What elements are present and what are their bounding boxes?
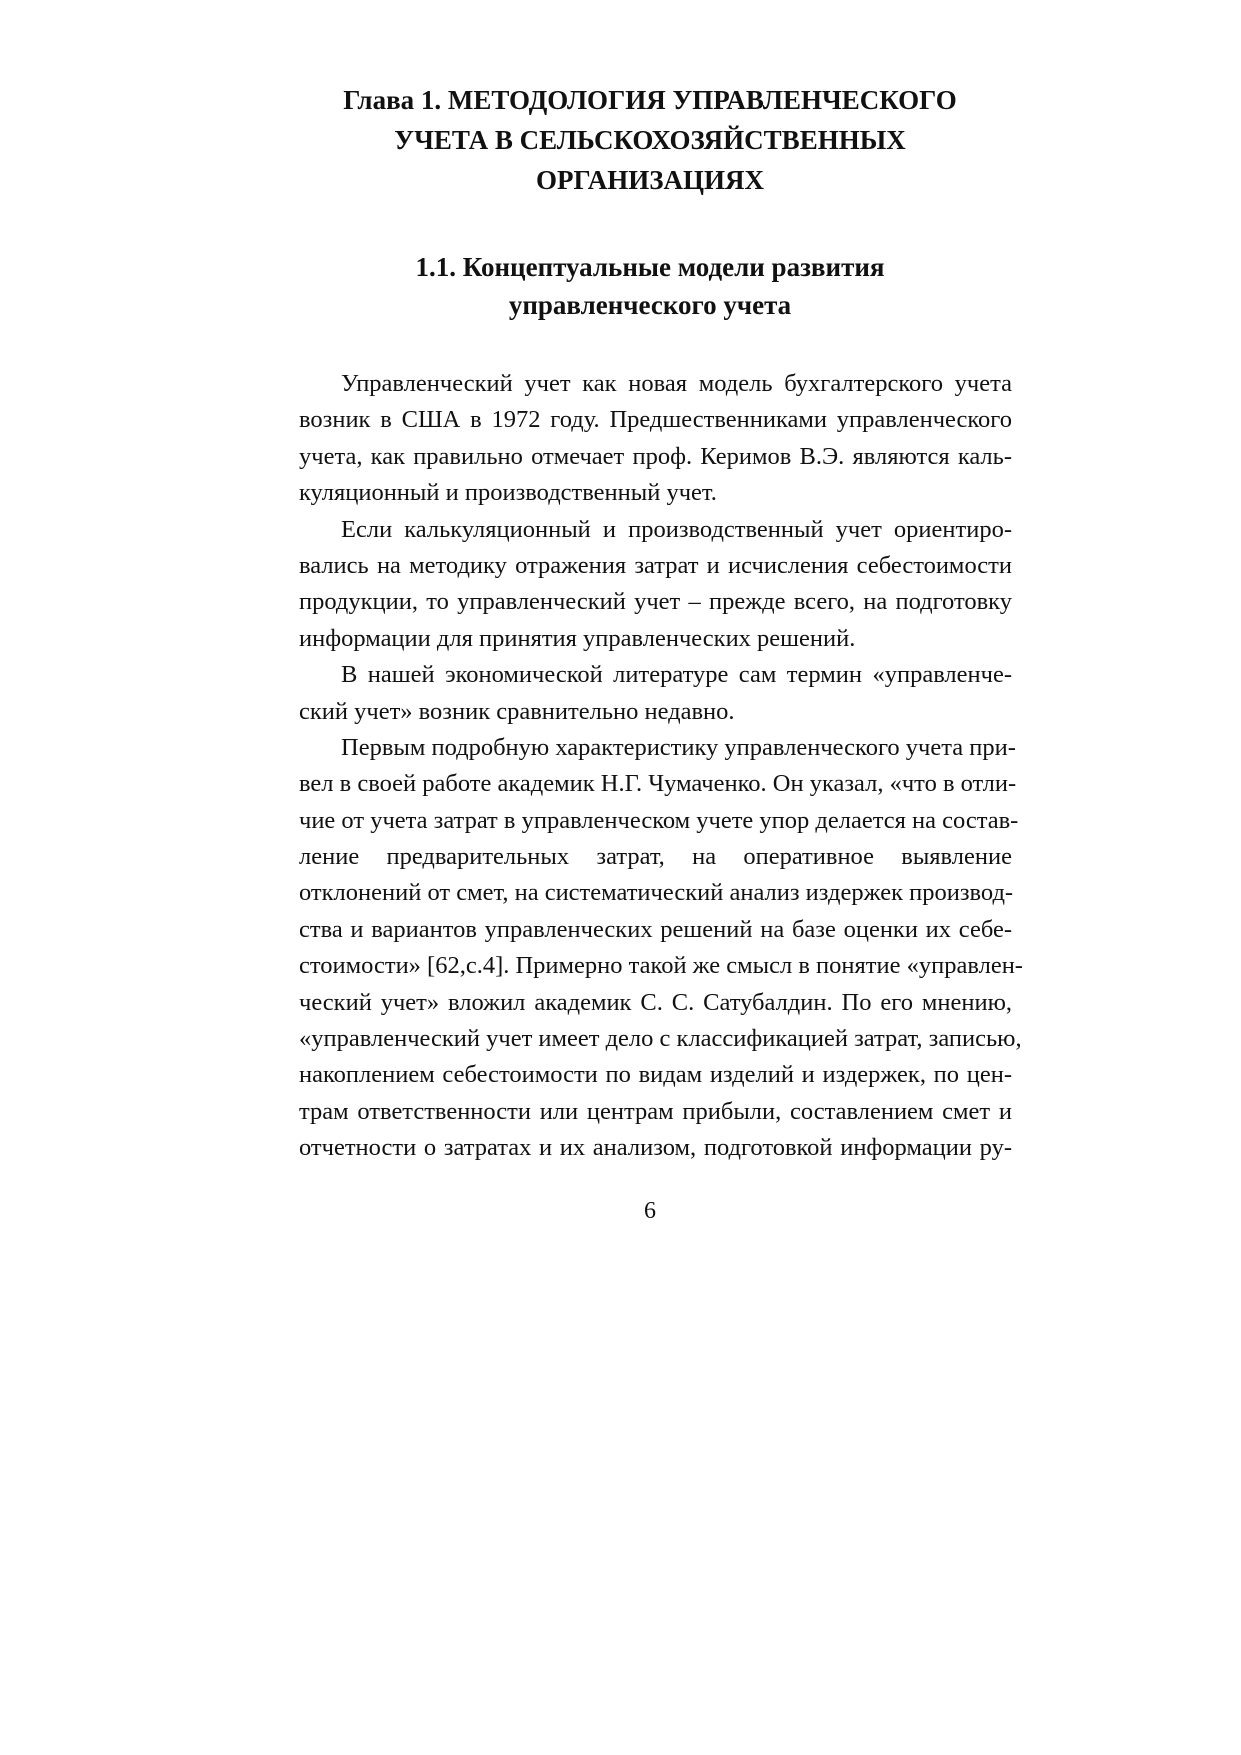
paragraph xyxy=(299,657,1012,730)
paragraph xyxy=(299,366,1012,512)
paragraph-line: отклонений от смет, на систематический анализ издержек производ- xyxy=(299,879,1014,907)
paragraph-line: трам ответственности или центрам прибыли, составлением смет и xyxy=(299,1097,1012,1125)
paragraph-line: В нашей экономической литературе сам термин «управленче- xyxy=(341,661,1012,689)
paragraph-line: отчетности о затратах и их анализом, подготовкой информации ру- xyxy=(299,1134,1012,1162)
paragraph-line: ства и вариантов управленческих решений на базе оценки их себе- xyxy=(299,915,1012,943)
paragraph-line: Управленческий учет как новая модель бухгалтерского учета xyxy=(341,370,1012,397)
paragraph-line: Если калькуляционный и производственный учет ориентиро- xyxy=(341,515,1012,543)
paragraph-line: ление предварительных затрат, на оперативное выявление xyxy=(299,843,1012,871)
section-title xyxy=(200,248,1100,324)
paragraph-line: куляционный и производственный учет. xyxy=(299,479,717,507)
paragraph-line: ский учет» возник сравнительно недавно. xyxy=(299,697,735,725)
section-title-line: управленческого учета xyxy=(508,290,792,320)
section-title-line: 1.1. Концептуальные модели развития xyxy=(415,252,885,282)
paragraph-line: чие от учета затрат в управленческом учете упор делается на состав- xyxy=(299,806,1019,834)
paragraph-line: возник в США в 1972 году. Предшественниками управленческого xyxy=(299,406,1012,434)
body-text xyxy=(299,366,1023,1167)
chapter-title-line: ОРГАНИЗАЦИЯХ xyxy=(536,165,764,195)
paragraph-line: стоимости» [62,с.4]. Примерно такой же смысл в понятие «управлен- xyxy=(299,952,1023,980)
chapter-title xyxy=(200,80,1100,200)
page-number: 6 xyxy=(644,1198,656,1224)
paragraph-line: ческий учет» вложил академик С. С. Сатубалдин. По его мнению, xyxy=(299,988,1012,1016)
paragraph-line: продукции, то управленческий учет – прежде всего, на подготовку xyxy=(299,588,1012,616)
paragraph xyxy=(299,512,1012,658)
chapter-title-line: Глава 1. МЕТОДОЛОГИЯ УПРАВЛЕНЧЕСКОГО xyxy=(343,85,957,115)
paragraph xyxy=(299,730,1023,1167)
paragraph-line: Первым подробную характеристику управленческого учета при- xyxy=(341,733,1016,761)
paragraph-line: информации для принятия управленческих решений. xyxy=(299,624,856,652)
paragraph-line: вались на методику отражения затрат и исчисления себестоимости xyxy=(299,551,1012,579)
paragraph-line: накоплением себестоимости по видам изделий и издержек, по цен- xyxy=(299,1061,1012,1089)
chapter-title-line: УЧЕТА В СЕЛЬСКОХОЗЯЙСТВЕННЫХ xyxy=(394,125,906,155)
paragraph-line: «управленческий учет имеет дело с классификацией затрат, записью, xyxy=(299,1025,1022,1053)
paragraph-line: учета, как правильно отмечает проф. Керимов В.Э. являются каль- xyxy=(299,442,1012,470)
paragraph-line: вел в своей работе академик Н.Г. Чумаченко. Он указал, «что в отли- xyxy=(299,770,1017,798)
